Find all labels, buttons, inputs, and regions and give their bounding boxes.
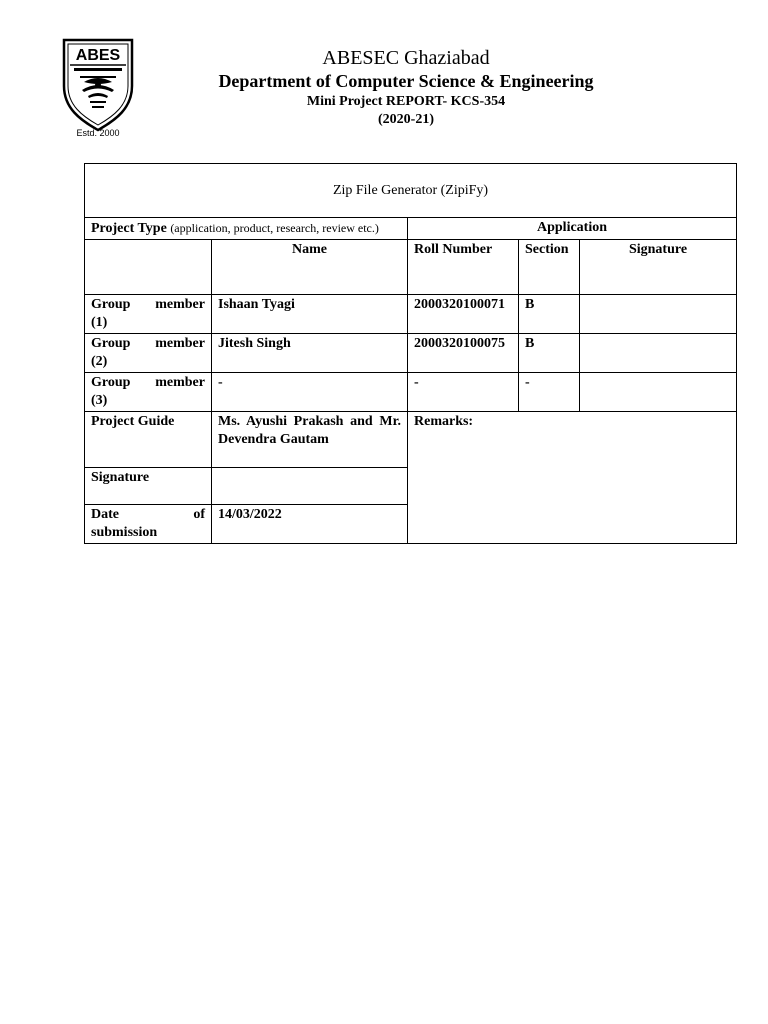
- guide-label: Project Guide: [85, 412, 212, 468]
- column-roll-number: Roll Number: [408, 240, 519, 295]
- project-type-label-cell: [85, 218, 408, 240]
- member-signature-1: [580, 295, 737, 334]
- member-label-1: Group member (1): [85, 295, 212, 334]
- member-signature-2: [580, 334, 737, 373]
- logo-wordmark: ABES: [75, 47, 121, 64]
- signature-value: [212, 468, 408, 505]
- column-name: Name: [212, 240, 408, 295]
- logo-estd: Estd. 2000: [76, 128, 120, 138]
- project-type-value: Application: [408, 218, 737, 240]
- column-header-row: [85, 240, 737, 295]
- institution-title: ABESEC Ghaziabad: [322, 47, 490, 69]
- report-year: (2020-21): [378, 112, 434, 127]
- member-section-3: -: [519, 373, 580, 412]
- member-section-2: B: [519, 334, 580, 373]
- member-row-3: [85, 373, 737, 412]
- member-roll-2: 2000320100075: [408, 334, 519, 373]
- member-roll-3: -: [408, 373, 519, 412]
- member-section-1: B: [519, 295, 580, 334]
- member-name-1: Ishaan Tyagi: [212, 295, 408, 334]
- project-type-hint: (application, product, research, review etc.): [170, 221, 379, 235]
- project-title: Zip File Generator (ZipiFy): [85, 164, 737, 218]
- member-label-2: Group member (2): [85, 334, 212, 373]
- member-label-3: Group member (3): [85, 373, 212, 412]
- signature-label: Signature: [85, 468, 212, 505]
- member-row-1: [85, 295, 737, 334]
- report-title: Mini Project REPORT- KCS-354: [306, 94, 506, 109]
- member-signature-3: [580, 373, 737, 412]
- member-name-2: Jitesh Singh: [212, 334, 408, 373]
- date-label: Date of submission: [85, 505, 212, 544]
- header-blank: [85, 240, 212, 295]
- guide-value: Ms. Ayushi Prakash and Mr. Devendra Gautam: [212, 412, 408, 468]
- guide-row: [85, 412, 737, 468]
- title-row: [85, 164, 737, 218]
- column-signature: Signature: [580, 240, 737, 295]
- department-title: Department of Computer Science & Engineering: [218, 71, 594, 91]
- project-type-row: [85, 218, 737, 240]
- column-section: Section: [519, 240, 580, 295]
- project-type-label: Project Type: [91, 221, 167, 236]
- remarks-cell: Remarks:: [408, 412, 737, 544]
- member-row-2: [85, 334, 737, 373]
- date-value: 14/03/2022: [212, 505, 408, 544]
- member-name-3: -: [212, 373, 408, 412]
- project-form-table: [84, 163, 737, 544]
- member-roll-1: 2000320100071: [408, 295, 519, 334]
